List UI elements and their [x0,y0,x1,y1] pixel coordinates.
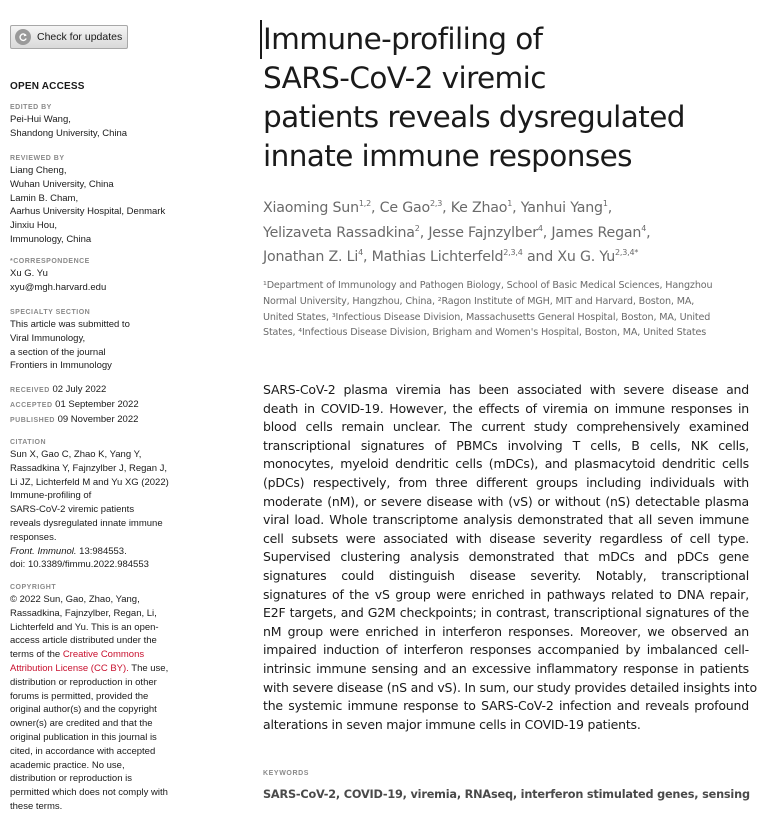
copyright-line: owner(s) are credited and that the [10,718,153,730]
received-date-row [10,383,205,398]
reviewer-line: Jinxiu Hou, [10,220,57,232]
author-name[interactable]: Xu G. Yu [557,249,616,265]
title-line: patients reveals dysregulated [263,100,685,134]
citation-label: CITATION [10,439,47,446]
author-separator: and [522,249,558,265]
abstract-line: cell subsets were associated with disease severity regardless of cell type. [263,530,749,546]
author-separator: , [419,224,429,241]
copyright-line: access article distributed under the [10,635,157,647]
author-separator: , [362,249,372,265]
specialty-line: Frontiers in Immunology [10,360,112,372]
abstract-line: nM group were enriched in interferon responses. Moreover, we observed an [263,623,749,639]
copyright-line: distribution or reproduction in other [10,676,157,688]
correspondence-label: *CORRESPONDENCE [10,258,90,265]
specialty-section [10,307,205,373]
affiliation-line: Normal University, Hangzhou, China, ²Ragon Institute of MGH, MIT and Harvard, Boston, MA, [263,295,695,307]
specialty-label: SPECIALTY SECTION [10,309,91,316]
refresh-icon [15,29,31,45]
citation-volume: 13:984553. [76,545,127,557]
affiliations [263,278,733,341]
reviewed-by-label: REVIEWED BY [10,155,65,162]
author-list [263,196,733,270]
author-name[interactable]: Ce Gao [379,200,430,216]
reviewer-line: Lamin B. Cham, [10,192,79,204]
author-affiliation-marker: 2,3,4* [615,248,639,257]
copyright-line: Lichterfeld and Yu. This is an open- [10,621,159,633]
dates-section [10,383,205,427]
author-name[interactable]: Mathias Lichterfeld [371,249,504,265]
abstract-line: SARS-CoV-2 plasma viremia has been associated with severe disease and [263,382,749,397]
author-affiliation-marker: 1 [602,199,608,208]
citation-line: Sun X, Gao C, Zhao K, Yang Y, [10,449,142,460]
copyright-line: distribution or reproduction is [10,773,132,785]
correspondence-name: Xu G. Yu [10,268,48,279]
copyright-label: COPYRIGHT [10,584,57,591]
author-affiliation-marker: 1,2 [358,199,372,208]
author-name[interactable]: James Regan [551,224,642,241]
correspondence-section [10,256,205,295]
citation-line: Immune-profiling of [10,490,92,502]
copyright-line: cited, in accordance with accepted [10,745,156,757]
open-access-label: OPEN ACCESS [10,81,85,92]
copyright-line: permitted which does not comply with [10,787,168,799]
citation-journal: Front. Immunol. [10,545,77,557]
abstract [263,381,757,734]
author-name[interactable]: Ke Zhao [450,200,508,216]
citation-journal-line [10,545,205,559]
correspondence-email[interactable]: xyu@mgh.harvard.edu [10,281,107,293]
author-name[interactable]: Xiaoming Sun [263,200,359,216]
author-affiliation-marker: 1 [507,199,513,208]
abstract-line: intrinsic immune sensing and an excessive inflammatory response in patients [263,660,749,676]
copyright-line: academic practice. No use, [10,759,125,771]
title-line: SARS-CoV-2 viremic [263,61,546,95]
reviewer-line: Liang Cheng, [10,165,67,176]
copyright-line: original author(s) and the copyright [10,704,157,716]
author-line [263,196,733,221]
copyright-line: © 2022 Sun, Gao, Zhao, Yang, [10,594,140,605]
author-separator: , [607,200,613,216]
author-separator: , [371,200,380,216]
abstract-line: monocytes, myeloid dendritic cells (mDCs), and plasmacytoid dendritic cells [263,456,749,472]
author-affiliation-marker: 4 [537,223,543,233]
edited-by-section [10,102,205,141]
license-link[interactable]: Attribution License (CC BY). [10,662,129,674]
citation-line: Li JZ, Lichterfeld M and Yu XG (2022) [10,476,169,488]
copyright-line: these terms. [10,800,63,812]
published-date-row [10,413,205,428]
reviewed-by-section [10,153,205,247]
citation-section [10,437,205,572]
abstract-line: Supervised clustering analysis demonstrated that mDCs and pDCs gene [263,549,749,565]
copyright-terms-line [10,648,205,662]
abstract-line: signatures of the vS group were enriched in pathways related to DNA repair, [263,586,749,602]
received-date: 02 July 2022 [52,384,107,395]
specialty-line: Viral Immunology, [10,332,86,344]
affiliation-line: ¹Department of Immunology and Pathogen Biology, School of Basic Medical Sciences, Hangzhou [263,280,713,291]
accepted-label: ACCEPTED [10,401,53,409]
specialty-line: a section of the journal [10,346,106,358]
citation-doi[interactable]: doi: 10.3389/fimmu.2022.984553 [10,559,149,571]
abstract-line: (pDCs) respectively, from three different groups including individuals with [263,474,749,490]
author-separator: , [442,200,451,216]
author-name[interactable]: Jesse Fajnzylber [428,224,538,241]
citation-line: reveals dysregulated innate immune [10,517,163,529]
abstract-line: alterations in seven major immune cells in COVID-19 patients. [263,716,641,732]
author-name[interactable]: Yanhui Yang [520,200,603,216]
author-separator: , [512,200,521,216]
abstract-line: transcriptional signatures of PBMCs involving T cells, B cells, NK cells, [263,437,749,453]
license-link[interactable]: Creative Commons [62,649,145,661]
abstract-line: moderate (nM), or severe disease with (vS) or without (nS) detectable plasma [263,493,749,509]
abstract-line: the systemic immune response to SARS-CoV-2 infection and reveals profound [263,698,749,714]
author-affiliation-marker: 2 [414,223,420,233]
specialty-line: This article was submitted to [10,319,130,330]
copyright-section [10,582,205,814]
author-separator: , [646,224,651,241]
copyright-license-line [10,662,205,676]
check-for-updates-button[interactable] [10,25,128,49]
author-name[interactable]: Yelizaveta Rassadkina [263,224,415,241]
keywords-list: SARS-CoV-2, COVID-19, viremia, RNAseq, interferon stimulated genes, sensing [263,788,750,801]
terms-prefix: terms of the [10,649,63,661]
copyright-line: Rassadkina, Fajnzylber, Regan, Li, [10,607,157,619]
copyright-line: forums is permitted, provided the [10,690,149,702]
received-label: RECEIVED [10,387,50,394]
reviewer-line: Wuhan University, China [10,178,114,190]
accepted-date: 01 September 2022 [55,398,139,410]
editor-name: Pei-Hui Wang, [10,114,71,125]
title-line: innate immune responses [263,139,632,173]
citation-line: responses. [10,531,57,543]
copyright-line: original publication in this journal is [10,731,157,743]
citation-line: Rassadkina Y, Fajnzylber J, Regan J, [10,462,168,474]
abstract-line: blood cells remain unclear. The current study comprehensively examined [263,419,749,435]
title-line: Immune-profiling of [260,20,733,59]
citation-line: SARS-CoV-2 viremic patients [10,504,135,516]
affiliation-line: States, ⁴Infectious Disease Division, Brigham and Women's Hospital, Boston, MA, United States [263,327,707,339]
editor-affiliation: Shandong University, China [10,127,128,139]
license-suffix: The use, [128,662,169,674]
author-separator: , [542,224,552,241]
author-affiliation-marker: 4 [358,248,363,257]
abstract-line: with severe disease (nS and vS). In sum, our study provides detailed insights into [263,679,757,695]
published-date: 09 November 2022 [57,413,139,425]
abstract-line: signatures could distinguish disease severity. Notably, transcriptional [263,567,749,583]
reviewer-line: Immunology, China [10,233,92,245]
published-label: PUBLISHED [10,416,55,424]
author-name[interactable]: Jonathan Z. Li [263,249,359,265]
affiliation-line: United States, ³Infectious Disease Division, Massachusetts General Hospital, Boston, MA, United [263,311,711,323]
author-affiliation-marker: 2,3 [429,199,443,208]
edited-by-label: EDITED BY [10,104,52,111]
article-title [263,20,733,176]
accepted-date-row [10,398,205,413]
author-line [263,245,733,270]
abstract-line: viral load. Whole transcriptome analysis demonstrated that all seven immune [263,512,749,528]
author-affiliation-marker: 4 [641,223,647,233]
keywords-label: KEYWORDS [263,770,310,777]
abstract-line: death in COVID-19. However, the effects of viremia on immune responses in [263,400,749,416]
author-line [263,221,733,246]
abstract-line: impaired induction of interferon responses accompanied by imbalanced cell- [263,642,749,658]
check-for-updates-label: Check for updates [37,31,123,43]
reviewer-line: Aarhus University Hospital, Denmark [10,206,166,218]
author-affiliation-marker: 2,3,4 [503,248,523,257]
abstract-line: E2F targets, and G2M checkpoints; in contrast, transcriptional signatures of the [263,605,749,621]
